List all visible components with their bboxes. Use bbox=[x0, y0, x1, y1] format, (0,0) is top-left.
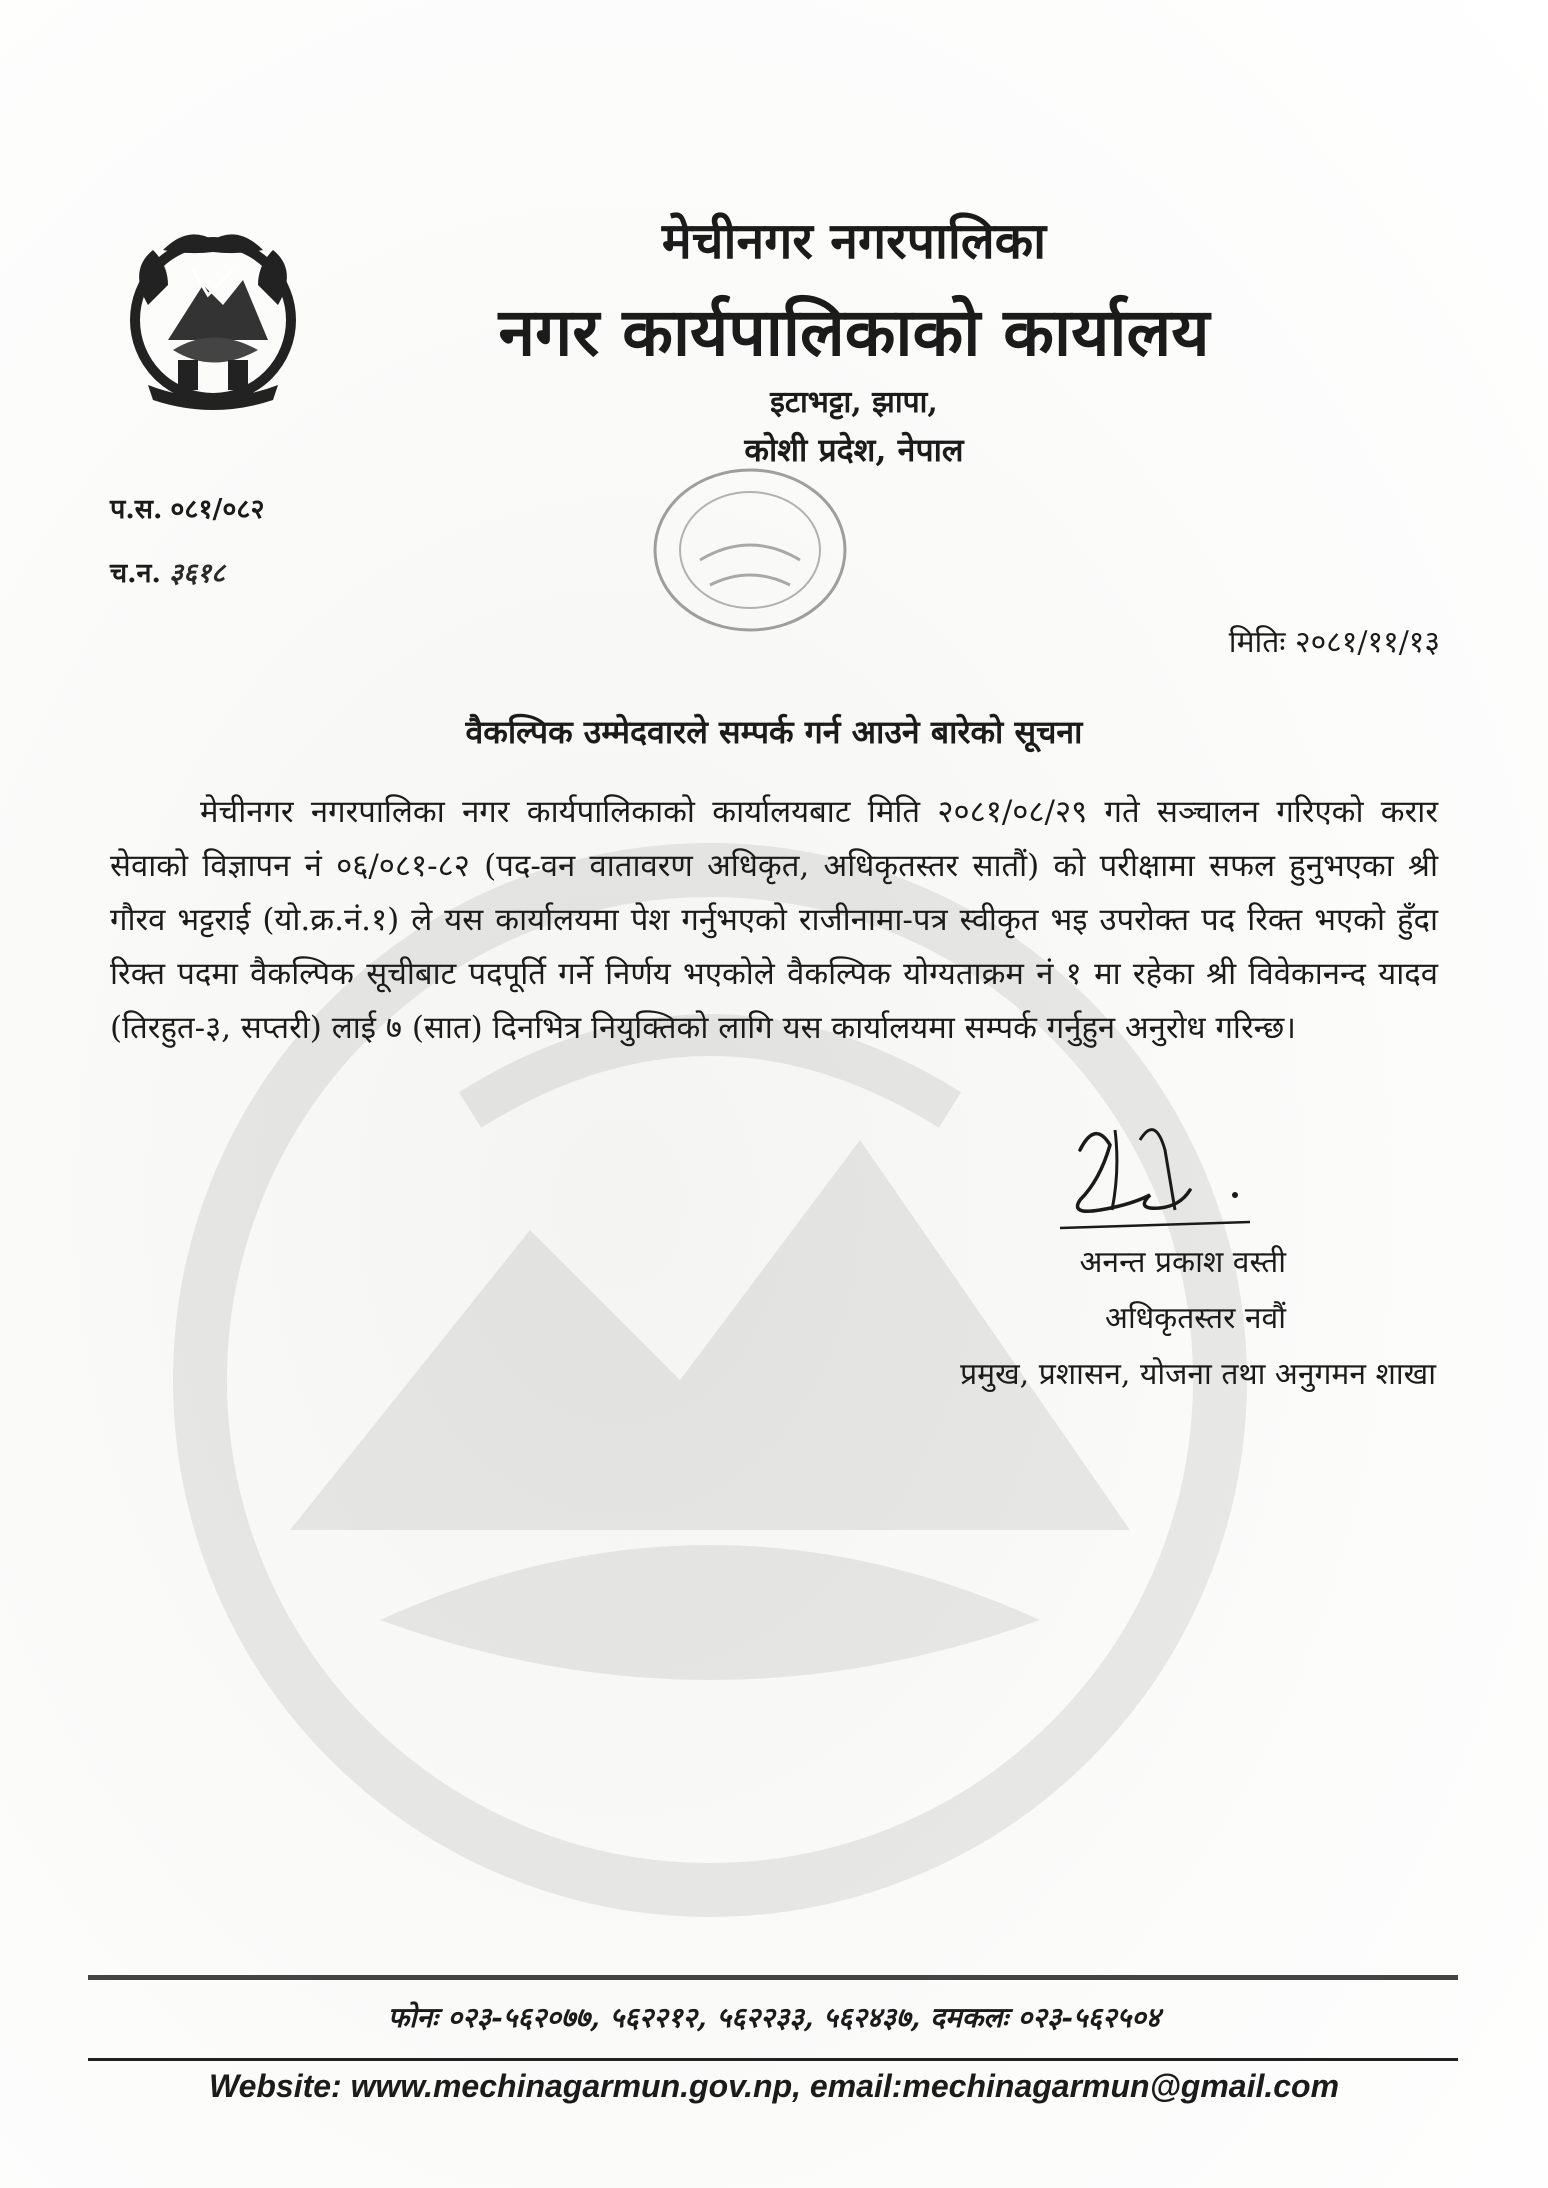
dispatch-number-value: ३६१८ bbox=[168, 558, 226, 589]
signatory-position: प्रमुख, प्रशासन, योजना तथा अनुगमन शाखा bbox=[960, 1357, 1436, 1392]
letter-subject: वैकल्पिक उम्मेदवारले सम्पर्क गर्न आउने बारेको सूचना bbox=[465, 713, 1083, 751]
letter-body: मेचीनगर नगरपालिका नगर कार्यपालिकाको कार्यालयबाट मिति २०८१/०८/२९ गते सञ्चालन गरिएको करार सेवाको विज्ञापन नं ०६/०८१-८२ (पद-वन वातावरण अधिकृत, अधिकृतस्तर सातौं) को परीक्षामा सफल हुनुभएका श्री गौरव भट्टराई (यो.क्र.नं.१) ले यस कार्यालयमा पेश गर्नुभएको राजीनामा-पत्र स्वीकृत भइ उपरोक्त पद रिक्त भएको हुँदा रिक्त पदमा वैकल्पिक सूचीबाट पदपूर्ति गर्ने निर्णय भएकोले वैकल्पिक योग्यताक्रम नं १ मा रहेका श्री विवेकानन्द यादव (तिरहुत-३, सप्तरी) लाई ७ (सात) दिनभित्र नियुक्तिको लागि यस कार्यालयमा सम्पर्क गर्नुहुन अनुरोध गरिन्छ। bbox=[110, 794, 1438, 1046]
footer-divider-bottom bbox=[88, 2058, 1458, 2061]
signature-icon bbox=[1040, 1110, 1270, 1250]
reference-block bbox=[110, 478, 265, 606]
footer-divider-top bbox=[88, 1975, 1458, 1980]
office-stamp-icon bbox=[640, 440, 880, 640]
letter-number-value: ०८१/०८२ bbox=[170, 494, 265, 525]
letter-number-row bbox=[110, 478, 265, 542]
signatory-block bbox=[960, 1235, 1436, 1403]
letter-number-label: प.स. bbox=[110, 494, 163, 525]
footer-website-email: Website: www.mechinagarmun.gov.np, email:mechinagarmun@gmail.com bbox=[208, 2068, 1340, 2104]
date-value: २०८१/११/१३ bbox=[1294, 625, 1440, 660]
office-address-province: कोशी प्रदेश, नेपाल bbox=[744, 431, 964, 469]
signatory-rank: अधिकृतस्तर नवौं bbox=[1105, 1301, 1286, 1336]
municipality-name: मेचीनगर नगरपालिका bbox=[661, 211, 1047, 270]
dispatch-number-row bbox=[110, 542, 265, 606]
footer-contact-numbers: फोनः ०२३-५६२०७७, ५६२२१२, ५६२२३३, ५६२४३७, दमकलः ०२३-५६२५०४ bbox=[387, 2001, 1161, 2034]
date-label: मितिः bbox=[1228, 625, 1286, 660]
signatory-name: अनन्त प्रकाश वस्ती bbox=[1079, 1245, 1286, 1280]
office-address-district: इटाभट्टा, झापा, bbox=[770, 385, 938, 420]
dispatch-number-label: च.न. bbox=[110, 558, 161, 589]
office-name: नगर कार्यपालिकाको कार्यालय bbox=[498, 293, 1210, 371]
letter-date bbox=[1229, 620, 1440, 661]
